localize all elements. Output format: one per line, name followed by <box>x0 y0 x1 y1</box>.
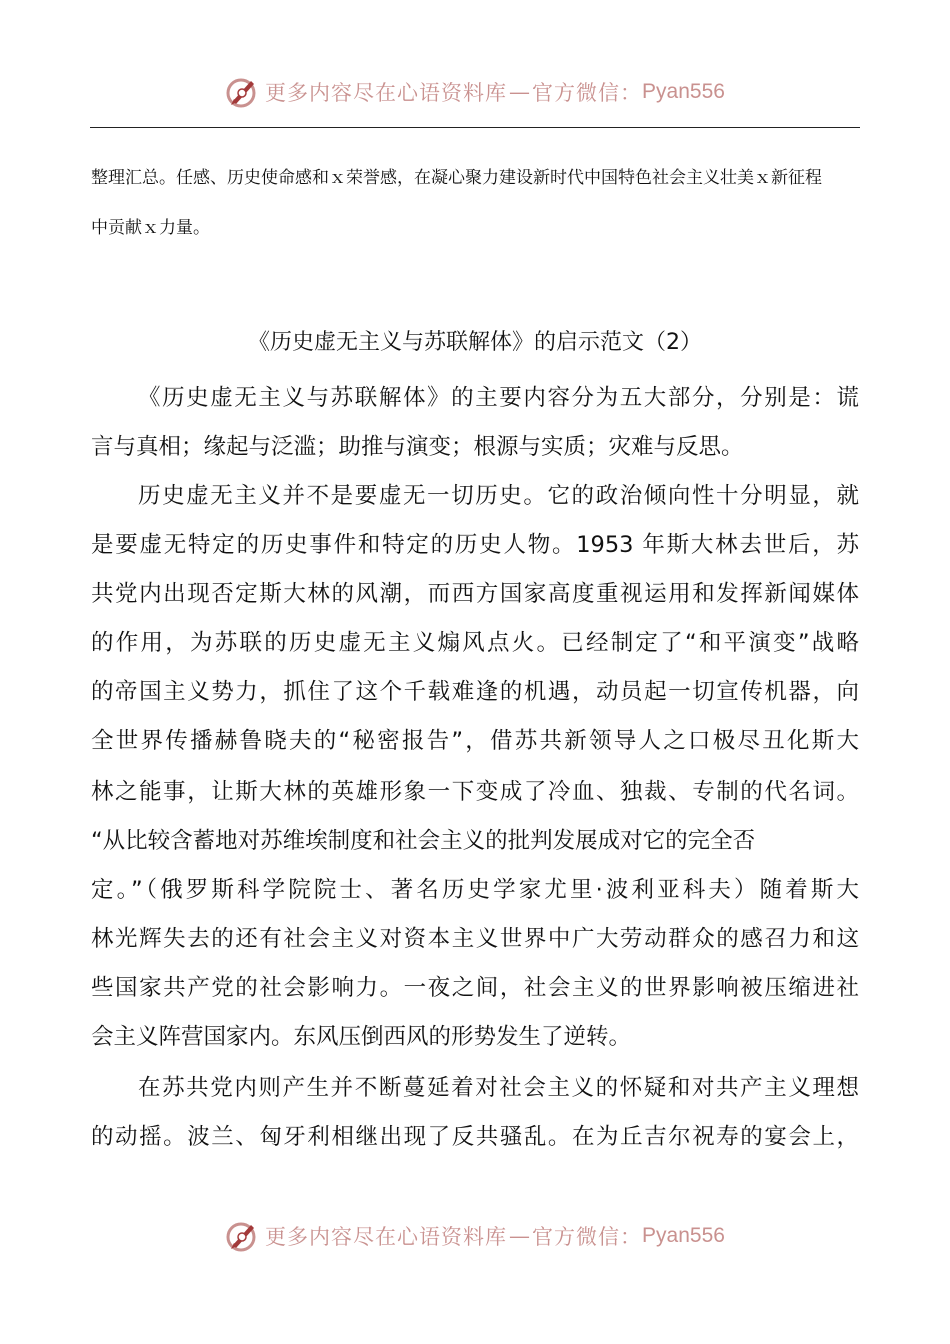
brand-text: 更多内容尽在心语资料库 <box>265 1225 508 1249</box>
wechat-id: Pyan556 <box>642 80 725 103</box>
body-line: 全世界传播赫鲁晓夫的“秘密报告”，借苏共新领导人之口极尽丑化斯大 <box>91 728 859 754</box>
article-title: 《历史虚无主义与苏联解体》的启示范文（2） <box>248 330 702 355</box>
body-line: 些国家共产党的社会影响力。一夜之间，社会主义的世界影响被压缩进社 <box>91 975 859 1001</box>
body-line: 共党内出现否定斯大林的风潮，而西方国家高度重视运用和发挥新闻媒体 <box>91 581 859 607</box>
body-line: “从比较含蓄地对苏维埃制度和社会主义的批判发展成对它的完全否 <box>91 828 756 854</box>
page-footer <box>0 1214 950 1258</box>
brand-text: 更多内容尽在心语资料库 <box>265 81 508 105</box>
body-line: 是要虚无特定的历史事件和特定的历史人物。1953 年斯大林去世后，苏 <box>91 532 859 558</box>
brand-separator: — <box>509 1224 531 1248</box>
wechat-label: 官方微信： <box>532 81 643 105</box>
body-line: 定。”（俄罗斯科学院院士、著名历史学家尤里·波利亚科夫）随着斯大 <box>91 877 859 903</box>
body-line: 林之能事，让斯大林的英雄形象一下变成了冷血、独裁、专制的代名词。 <box>91 779 859 805</box>
body-line: 的作用，为苏联的历史虚无主义煽风点火。已经制定了“和平演变”战略 <box>91 630 859 656</box>
header-divider <box>90 127 860 128</box>
wechat-id: Pyan556 <box>642 1224 725 1247</box>
pen-logo-icon <box>225 75 259 109</box>
body-line: 的帝国主义势力，抓住了这个千载难逢的机遇，动员起一切宣传机器，向 <box>91 679 859 705</box>
body-line: 言与真相；缘起与泛滥；助推与演变；根源与实质；灾难与反思。 <box>91 434 744 460</box>
page-header <box>0 70 950 114</box>
body-line: 林光辉失去的还有社会主义对资本主义世界中广大劳动群众的感召力和这 <box>91 926 859 952</box>
brand-separator: — <box>509 80 531 104</box>
intro-line: 中贡献ｘ力量。 <box>91 218 210 238</box>
body-line: 会主义阵营国家内。东风压倒西风的形势发生了逆转。 <box>91 1024 632 1050</box>
body-line: 的动摇。波兰、匈牙利相继出现了反共骚乱。在为丘吉尔祝寿的宴会上， <box>91 1124 859 1150</box>
body-line: 历史虚无主义并不是要虚无一切历史。它的政治倾向性十分明显，就 <box>138 483 859 509</box>
body-line: 在苏共党内则产生并不断蔓延着对社会主义的怀疑和对共产主义理想 <box>138 1075 859 1101</box>
intro-line: 整理汇总。任感、历史使命感和ｘ荣誉感，在凝心聚力建设新时代中国特色社会主义壮美ｘ新征程 <box>91 168 822 188</box>
body-line: 《历史虚无主义与苏联解体》的主要内容分为五大部分，分别是：谎 <box>138 385 859 411</box>
pen-logo-icon <box>225 1219 259 1253</box>
wechat-label: 官方微信： <box>532 1225 643 1249</box>
